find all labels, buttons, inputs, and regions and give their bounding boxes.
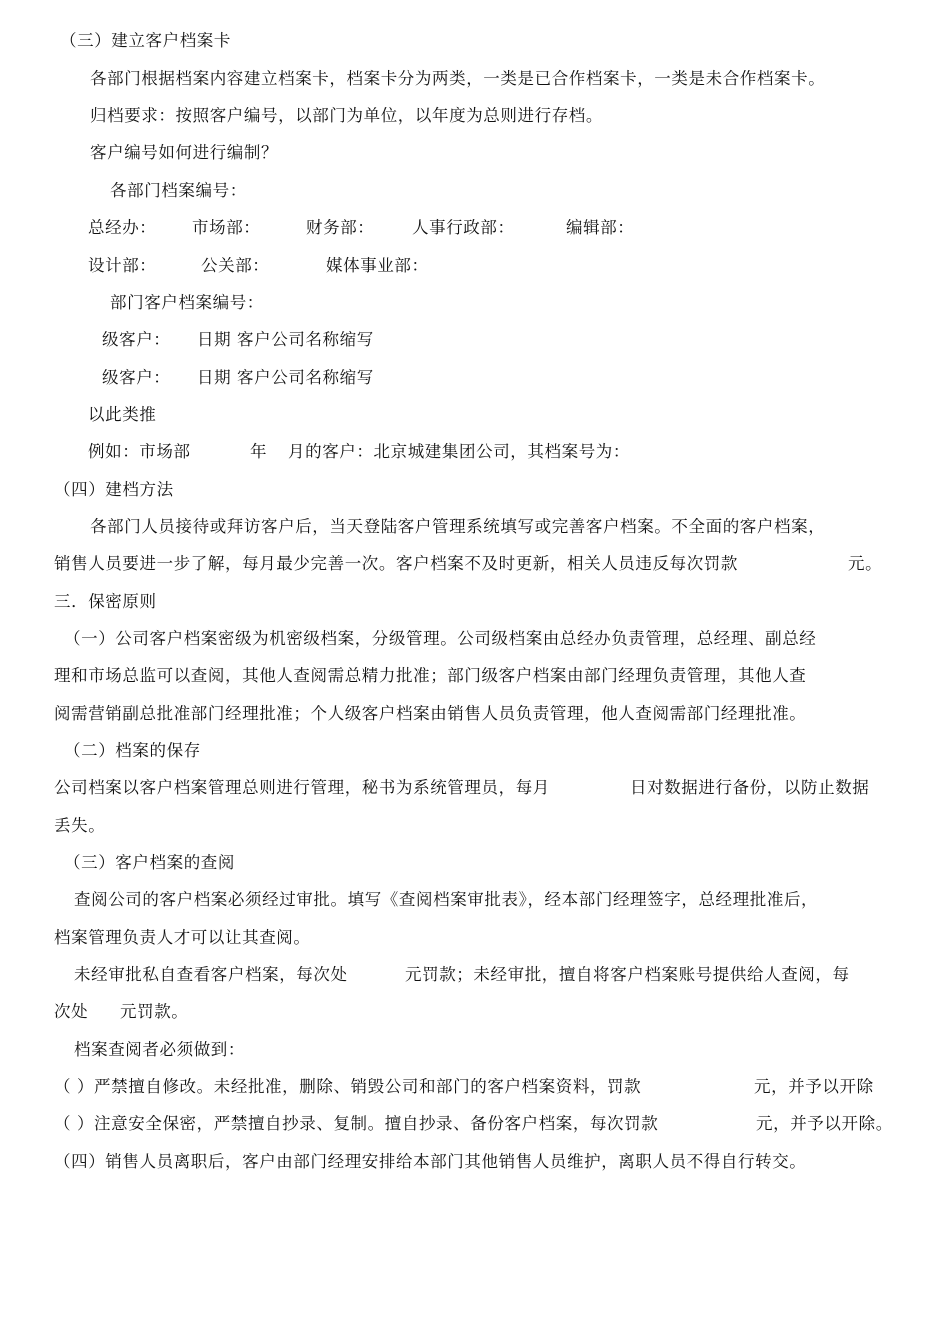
paragraph-must-do: 档案查阅者必须做到： [74,1040,245,1059]
label-department-numbers: 各部门档案编号： [110,181,247,200]
dept-editorial: 编辑部： [566,218,635,237]
customer-level-label-1: 级客户： [102,330,171,349]
paragraph-penalty-2a: 次处 [54,1002,89,1021]
paragraph-penalty-1a: 未经审批私自查看客户档案，每次处 [74,965,348,984]
paragraph-storage-2: 丢失。 [54,816,106,835]
dept-general-office: 总经办： [88,218,157,237]
paragraph-access-2: 档案管理负责人才可以让其查阅。 [54,928,311,947]
heading-filing-method: （四）建档方法 [54,480,174,499]
dept-pr: 公关部： [201,256,270,275]
paragraph-confidentiality-2: 理和市场总监可以查阅，其他人查阅需总精力批准；部门级客户档案由部门经理负责管理，其他人查 [54,666,807,685]
customer-level-format-2: 日期 客户公司名称缩写 [197,368,374,387]
paragraph-resignation: （四）销售人员离职后，客户由部门经理安排给本部门其他销售人员维护，离职人员不得自行转交。 [54,1152,807,1171]
paragraph-filing-method-2a: 销售人员要进一步了解，每月最少完善一次。客户档案不及时更新，相关人员违反每次罚款 [54,554,738,573]
paragraph-and-so-on: 以此类推 [88,405,157,424]
rule-1a: （ ）严禁擅自修改。未经批准，删除、销毁公司和部门的客户档案资料，罚款 [54,1077,642,1096]
dept-finance: 财务部： [306,218,375,237]
dept-hr-admin: 人事行政部： [412,218,515,237]
example-part-3: 月的客户：北京城建集团公司，其档案号为： [288,442,630,461]
example-part-2: 年 [250,442,268,461]
paragraph-confidentiality-1: （一）公司客户档案密级为机密级档案，分级管理。公司级档案由总经办负责管理，总经理、副总经 [64,629,817,648]
paragraph-penalty-1b: 元罚款；未经审批，擅自将客户档案账号提供给人查阅，每 [405,965,850,984]
heading-archive-storage: （二）档案的保存 [64,741,201,760]
dept-media: 媒体事业部： [326,256,429,275]
customer-level-label-2: 级客户： [102,368,171,387]
heading-archive-access: （三）客户档案的查阅 [64,853,235,872]
heading-create-archive-card: （三）建立客户档案卡 [60,31,231,50]
rule-2b: 元，并予以开除。 [756,1114,893,1133]
paragraph-confidentiality-3: 阅需营销副总批准部门经理批准；个人级客户档案由销售人员负责管理，他人查阅需部门经理批准。 [54,704,807,723]
heading-confidentiality: 三．保密原则 [54,592,157,611]
dept-marketing: 市场部： [192,218,261,237]
label-department-customer-numbers: 部门客户档案编号： [110,293,264,312]
paragraph-storage-1a: 公司档案以客户档案管理总则进行管理，秘书为系统管理员，每月 [54,778,550,797]
paragraph-archive-card-types: 各部门根据档案内容建立档案卡，档案卡分为两类，一类是已合作档案卡，一类是未合作档案卡。 [90,69,826,88]
paragraph-filing-method-1: 各部门人员接待或拜访客户后，当天登陆客户管理系统填写或完善客户档案。不全面的客户档案， [90,517,826,536]
paragraph-access-1: 查阅公司的客户档案必须经过审批。填写《查阅档案审批表》，经本部门经理签字，总经理批准后， [74,890,819,909]
dept-design: 设计部： [88,256,157,275]
paragraph-penalty-2b: 元罚款。 [120,1002,189,1021]
paragraph-numbering-question: 客户编号如何进行编制？ [90,143,279,162]
paragraph-filing-method-2b: 元。 [848,554,883,573]
customer-level-format-1: 日期 客户公司名称缩写 [197,330,374,349]
example-part-1: 例如：市场部 [88,442,191,461]
rule-1b: 元，并予以开除 [754,1077,874,1096]
rule-2a: （ ）注意安全保密，严禁擅自抄录、复制。擅自抄录、备份客户档案，每次罚款 [54,1114,659,1133]
paragraph-filing-requirements: 归档要求：按照客户编号，以部门为单位，以年度为总则进行存档。 [90,106,603,125]
paragraph-storage-1b: 日对数据进行备份，以防止数据 [630,778,870,797]
